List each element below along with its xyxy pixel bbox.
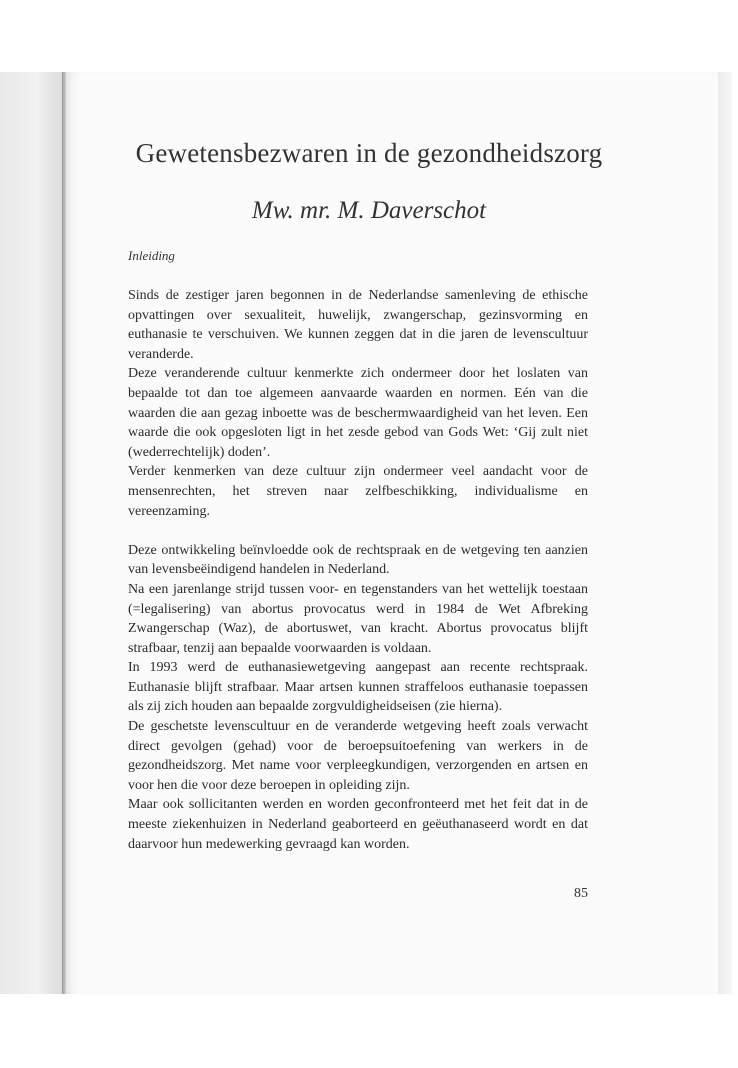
paragraph: Verder kenmerken van deze cultuur zijn ondermeer veel aandacht voor de mensenrechten, het streven naar zelfbeschikking, individualisme en vereenzaming.	[128, 464, 588, 519]
body-text	[128, 286, 588, 854]
paragraph: Deze veranderende cultuur kenmerkte zich ondermeer door het loslaten van bepaalde tot dan toe algemeen aanvaarde waarden en normen. Eén van die waarden die aan gezag inboette was de beschermwaardigheid van het leven. Een waarde die ook opgesloten ligt in het zesde gebod van Gods Wet: ‘Gij zult niet (wederrechtelijk) doden’.	[128, 366, 588, 460]
article-title: Gewetensbezwaren in de gezondheidszorg	[135, 138, 603, 168]
paragraph: Deze ontwikkeling beïnvloedde ook de rechtspraak en de wetgeving ten aanzien van levensbeëindigend handelen in Nederland.	[128, 542, 588, 578]
section-heading: Inleiding	[128, 248, 175, 263]
paragraph: Maar ook sollicitanten werden en worden geconfronteerd met het feit dat in de meeste ziekenhuizen in Nederland geaborteerd en geëuthanaseerd wordt en dat daarvoor hun medewerking gevraagd kan worden.	[128, 797, 588, 852]
paragraph: Sinds de zestiger jaren begonnen in de Nederlandse samenleving de ethische opvattingen over sexualiteit, huwelijk, zwangerschap, gezinsvorming en euthanasie te verschuiven. We kunnen zeggen dat in die jaren de levenscultuur veranderde.	[128, 288, 588, 362]
paragraph: De geschetste levenscultuur en de veranderde wetgeving heeft zoals verwacht direct gevolgen (gehad) voor de beroepsuitoefening van werkers in de gezondheidszorg. Met name voor verpleegkundigen, verzorgenden en artsen en voor hen die voor deze beroepen in opleiding zijn.	[128, 719, 588, 793]
page-number: 85	[574, 886, 588, 901]
author-name: Mw. mr. M. Daverschot	[251, 197, 487, 224]
paragraph: Na een jarenlange strijd tussen voor- en tegenstanders van het wettelijk toestaan (=legalisering) van abortus provocatus werd in 1984 de Wet Afbreking Zwangerschap (Waz), de abortuswet, van kracht. Abortus provocatus blijft strafbaar, tenzij aan bepaalde voorwaarden is voldaan.	[128, 581, 588, 656]
paragraph: In 1993 werd de euthanasiewetgeving aangepast aan recente rechtspraak. Euthanasie blijft strafbaar. Maar artsen kunnen straffeloos euthanasie toepassen als zij zich houden aan bepaalde zorgvuldigheidseisen (zie hierna).	[128, 660, 588, 715]
